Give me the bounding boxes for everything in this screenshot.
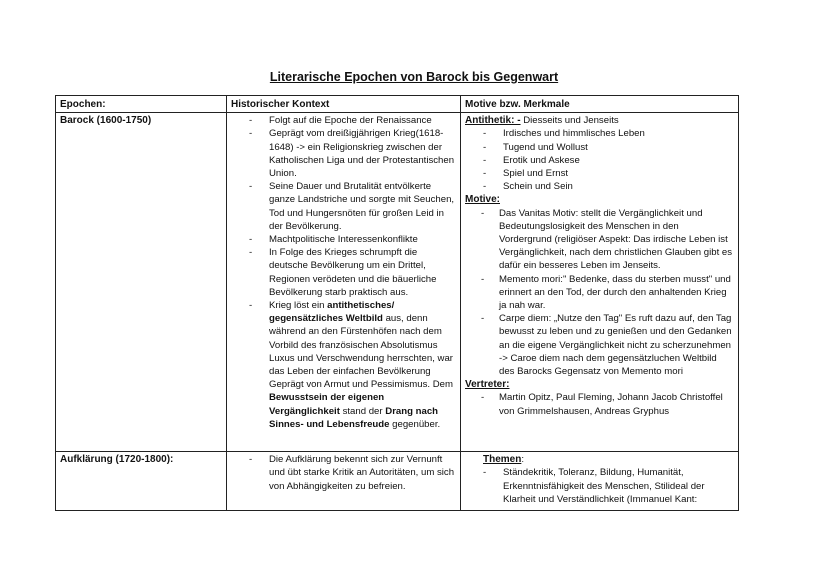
list-item: - Machtpolitische Interessenkonflikte	[231, 233, 456, 246]
themen-heading: Themen	[483, 454, 522, 466]
context-list	[231, 453, 456, 493]
bold-term: antithetisches/ gegensätzliches Weltbild	[269, 300, 395, 325]
header-epochen: Epochen:	[56, 96, 227, 113]
list-text: aus, denn während an den Fürstenhöfen nach dem Vorbild des französischen Absolutismus Luxus und Verschwendung herrschten, war das Leben der einfachen Bevölkerung Geprägt von Armut und Pessimismus. Dem	[269, 313, 453, 391]
table-row-aufklaerung	[56, 452, 739, 511]
context-list	[231, 114, 456, 431]
list-item: - Folgt auf die Epoche der Renaissance	[231, 114, 456, 127]
context-cell	[227, 452, 461, 511]
list-item: - Carpe diem: „Nutze den Tag" Es ruft dazu auf, den Tag bewusst zu leben und zu genießen und den Gedanken an die eigene Vergänglichkeit nicht zu scherzunehmen -> Caroe diem nach dem gegensätzluchen Weltbild des Barocks Gegensatz von Memento mori	[465, 312, 734, 378]
list-item: - Martin Opitz, Paul Fleming, Johann Jacob Christoffel von Grimmelshausen, Andreas Gryphus	[465, 391, 734, 417]
antithetik-heading: Antithetik: -	[465, 115, 521, 127]
bold-term: Drang nach Sinnes- und Lebensfreude	[269, 405, 439, 430]
list-text: Krieg löst ein	[269, 300, 328, 312]
list-item	[231, 299, 456, 431]
list-item: - Memento mori:" Bedenke, dass du sterben musst" und erinnert an den Tod, der durch den anhaltenden Krieg ja nah war.	[465, 273, 734, 313]
list-item: - Erotik und Askese	[465, 154, 734, 167]
antithetik-text: Diesseits und Jenseits	[520, 115, 619, 127]
motifs-cell	[461, 113, 739, 452]
list-item: - Ständekritik, Toleranz, Bildung, Humanität, Erkenntnisfähigkeit des Menschen, Stilideal der Klarheit und Verständlichkeit (Immanuel Kant:	[465, 466, 734, 506]
epoch-name: Aufklärung (1720-1800):	[56, 452, 227, 511]
list-item: - Die Aufklärung bekennt sich zur Vernunft und übt starke Kritik an Autoritäten, um sich von Abhängigkeiten zu befreien.	[231, 453, 456, 493]
list-text: gegenüber.	[389, 418, 441, 430]
themen-colon: :	[521, 454, 525, 466]
header-motive: Motive bzw. Merkmale	[461, 96, 739, 113]
list-item: - Irdisches und himmlisches Leben	[465, 127, 734, 140]
themen-line	[465, 453, 734, 466]
document-title: Literarische Epochen von Barock bis Gegenwart	[269, 70, 559, 84]
list-item: - Das Vanitas Motiv: stellt die Vergänglichkeit und Bedeutungslosigkeit des Menschen in den Vordergrund (religiöser Aspekt: Das irdische Leben ist Vergänglichkeit, nach dem christlichen Glauben gibt es dafür ein besseres Leben im Jenseits.	[465, 207, 734, 273]
table-header-row	[56, 96, 739, 113]
list-item: - In Folge des Krieges schrumpft die deutsche Bevölkerung um ein Drittel, Regionen verödeten und die bäuerliche Bevölkerung starb praktisch aus.	[231, 246, 456, 299]
list-item: - Tugend und Wollust	[465, 141, 734, 154]
vertreter-list	[465, 391, 734, 417]
epoch-name: Barock (1600-1750)	[56, 113, 227, 452]
antithetik-list	[465, 127, 734, 193]
header-historischer-kontext: Historischer Kontext	[227, 96, 461, 113]
vertreter-heading: Vertreter:	[465, 379, 510, 391]
themen-list	[465, 466, 734, 506]
list-item: - Schein und Sein	[465, 180, 734, 193]
epochs-table	[55, 95, 739, 511]
motive-list	[465, 207, 734, 379]
motive-heading: Motive:	[465, 194, 500, 206]
table-row-barock	[56, 113, 739, 452]
list-item: - Seine Dauer und Brutalität entvölkerte ganze Landstriche und sorgte mit Seuchen, Tod und Hungersnöten für großen Leid in der Bevölkerung.	[231, 180, 456, 233]
list-item: - Spiel und Ernst	[465, 167, 734, 180]
motifs-cell	[461, 452, 739, 511]
antithetik-line	[465, 114, 734, 127]
bold-term: Bewusstsein der eigenen Vergänglichkeit	[269, 392, 385, 417]
list-text: stand der	[339, 405, 386, 417]
list-item: - Geprägt vom dreißigjährigen Krieg(1618-1648) -> ein Religionskrieg zwischen der Katholischen Liga und der Protestantischen Union.	[231, 127, 456, 180]
context-cell	[227, 113, 461, 452]
